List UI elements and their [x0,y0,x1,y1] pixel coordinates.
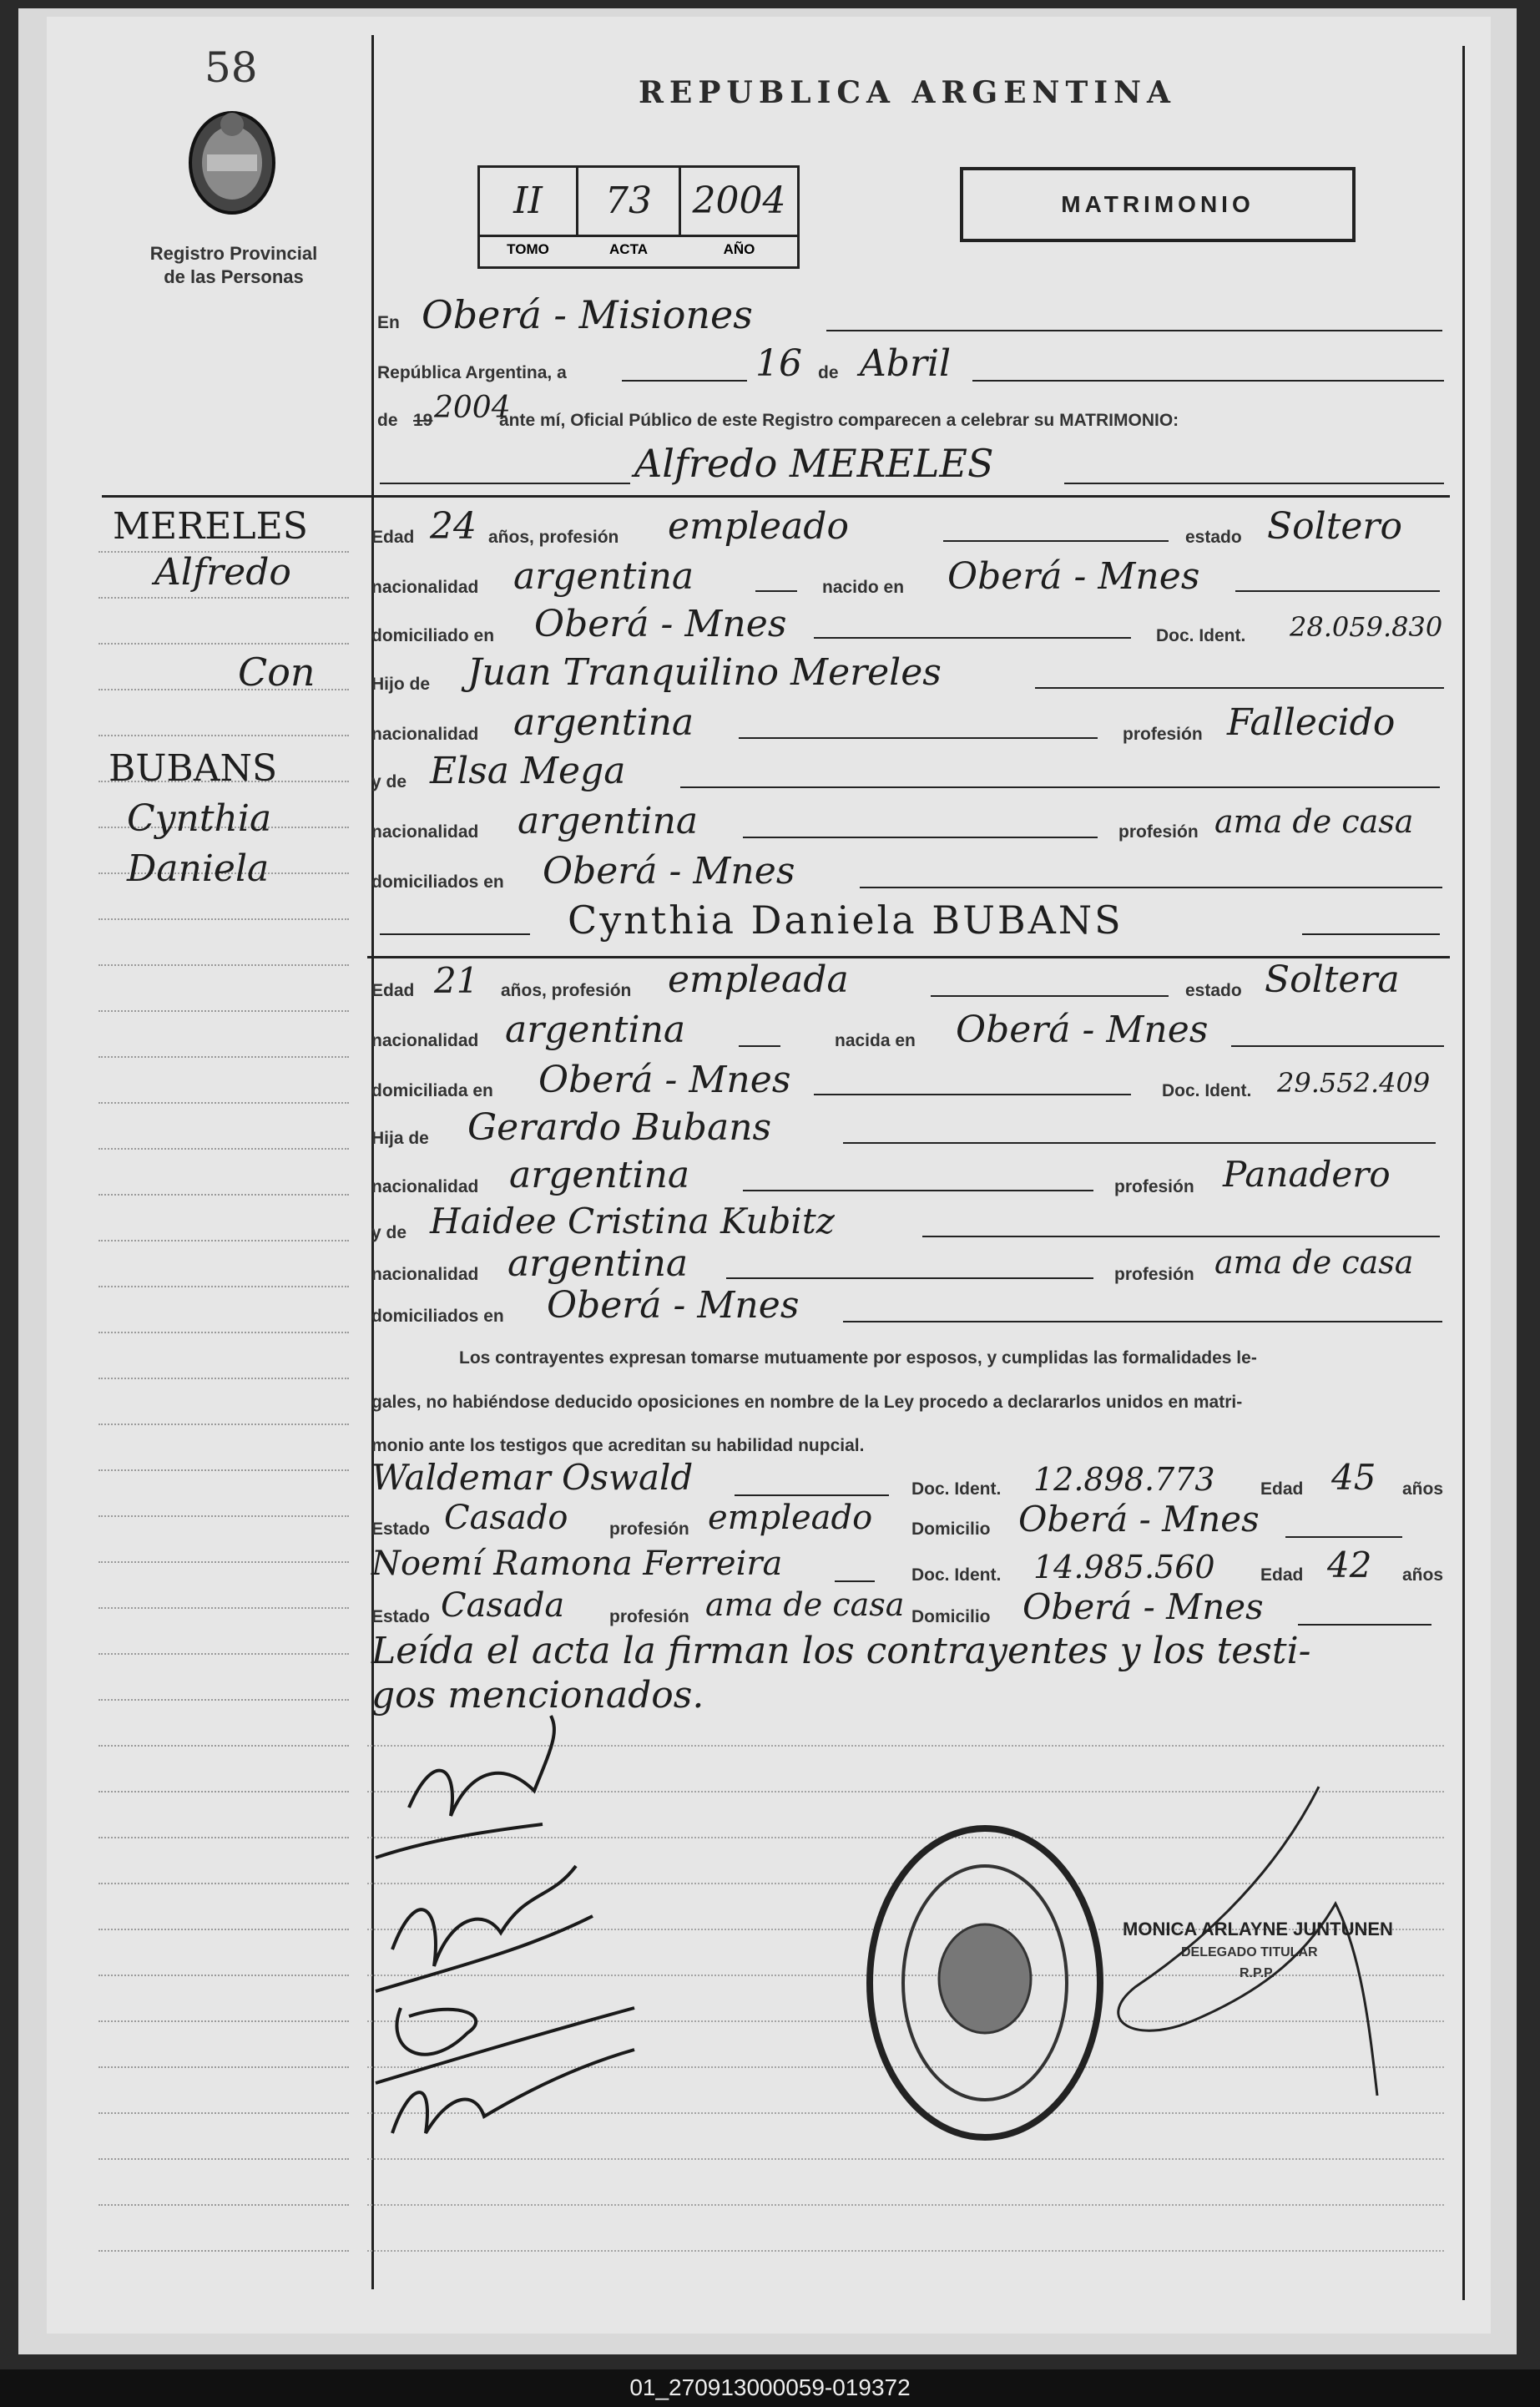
bride-mother-profession: ama de casa [1214,1244,1414,1281]
groom-doc: 28.059.830 [1290,611,1443,643]
document-type-box: MATRIMONIO [960,167,1356,242]
groom-mother-nationality: argentina [518,800,699,842]
bride-father-profession: Panadero [1223,1154,1391,1195]
groom-profession: empleado [668,505,849,548]
label-profesion-4: profesión [1114,1265,1194,1284]
year-line-text: ante mí, Oficial Público de este Registro comparecen a celebrar su MATRIMONIO: [499,411,1179,430]
signature-2 [376,1866,593,1991]
officer-signature [1085,1770,1402,2104]
label-nacionalidad-4: nacionalidad [371,1031,479,1050]
bride-nationality: argentina [505,1009,686,1051]
label-nacionalidad-2: nacionalidad [371,725,479,744]
witness1-state: Casado [444,1499,568,1537]
label-edad-w2: Edad [1260,1565,1304,1585]
right-rule [1462,46,1465,2300]
bride-father: Gerardo Bubans [467,1106,772,1149]
margin-bride-surname: BUBANS [109,747,278,790]
witness1-profession: empleado [708,1499,873,1537]
date-day: 16 [755,342,802,385]
bride-domicile: Oberá - Mnes [538,1059,791,1101]
margin-groom-surname: MERELES [113,505,308,548]
paragraph-line2: gales, no habiéndose deducido oposiciones en nombre de la Ley procedo a declararlos unidos en matri- [371,1393,1243,1412]
reference-box [477,165,800,269]
groom-age: 24 [430,505,477,548]
groom-nationality: argentina [513,555,694,598]
tomo-label: TOMO [507,241,549,257]
label-en: En [377,313,400,332]
bride-doc: 29.552.409 [1277,1067,1431,1099]
year-value: 2004 [434,391,511,425]
label-profesion-1: profesión [1123,725,1203,744]
signature-1 [376,1716,554,1858]
registry-line1: Registro Provincial [149,243,318,264]
label-nacionalidad-5: nacionalidad [371,1177,479,1196]
bride-mother: Haidee Cristina Kubitz [430,1201,835,1241]
groom-father-profession: Fallecido [1227,701,1396,744]
groom-born-in: Oberá - Mnes [947,555,1200,598]
margin-con: Con [238,650,316,695]
label-edad: Edad [371,528,415,547]
groom-father-nationality: argentina [513,701,694,744]
officer-name: MONICA ARLAYNE JUNTUNEN [1123,1919,1393,1939]
label-y-de: y de [371,772,407,791]
officer-title: DELEGADO TITULAR [1181,1945,1318,1959]
margin-bride-name2: Daniela [127,847,270,890]
label-edad-w1: Edad [1260,1479,1304,1499]
paragraph-line1: Los contrayentes expresan tomarse mutuamente por esposos, y cumplidas las formalidades le- [459,1348,1257,1368]
label-doc-ident-2: Doc. Ident. [1162,1081,1252,1100]
label-hijo-de: Hijo de [371,675,431,694]
groom-father: Juan Tranquilino Mereles [467,651,942,694]
ano-label: AÑO [723,241,755,257]
label-nacida-en: nacida en [835,1031,916,1050]
label-domiciliados-en-2: domiciliados en [371,1307,504,1326]
ano-value [681,168,797,237]
label-anos-profesion-2: años, profesión [501,981,632,1000]
witness1-age: 45 [1331,1457,1376,1498]
registry-line2: de las Personas [164,266,304,287]
page-number: 58 [204,43,258,92]
label-profesion-w2: profesión [609,1607,689,1626]
acta-value-text: 73 [605,180,652,222]
header-divider [102,495,1450,498]
label-nacionalidad-6: nacionalidad [371,1265,479,1284]
bride-parents-domicile: Oberá - Mnes [547,1284,800,1327]
label-nacionalidad-3: nacionalidad [371,822,479,842]
label-domiciliados-en: domiciliados en [371,872,504,892]
label-nacido-en: nacido en [822,578,905,597]
witness2-doc: 14.985.560 [1033,1549,1215,1585]
tomo-value [480,168,578,237]
document-title: REPUBLICA ARGENTINA [639,75,1176,110]
margin-bride-name1: Cynthia [127,797,272,840]
label-de-month: de [818,363,839,382]
groom-mother-profession: ama de casa [1214,803,1414,840]
label-estado: estado [1185,528,1242,547]
registry-name [125,242,342,289]
margin-groom-name: Alfredo [154,551,291,594]
label-hija-de: Hija de [371,1129,429,1148]
scan-footer [0,2369,1540,2407]
label-doc-ident: Doc. Ident. [1156,626,1246,645]
label-anos-w1: años [1402,1479,1444,1499]
paragraph-line3: monio ante los testigos que acreditan su habilidad nupcial. [371,1436,865,1455]
label-profesion-3: profesión [1114,1177,1194,1196]
signature-4 [392,2050,634,2133]
label-de-year: de [377,411,398,430]
label-anos-profesion: años, profesión [488,528,619,547]
groom-mother: Elsa Mega [430,750,626,792]
label-estado-w1: Estado [371,1520,431,1539]
label-doc-ident-w2: Doc. Ident. [911,1565,1002,1585]
bride-age: 21 [434,960,479,1001]
official-seal [860,1816,1110,2150]
officer-org: R.P.P. [1240,1966,1275,1980]
witness2-age: 42 [1327,1545,1372,1585]
groom-domicile: Oberá - Mnes [534,603,787,645]
label-nacionalidad: nacionalidad [371,578,479,597]
label-doc-ident-w1: Doc. Ident. [911,1479,1002,1499]
label-domicilio-w2: Domicilio [911,1607,991,1626]
label-profesion-w1: profesión [609,1520,689,1539]
label-domiciliada-en: domiciliada en [371,1081,493,1100]
year-struck: 19 [413,411,433,430]
label-domiciliado-en: domiciliado en [371,626,495,645]
footer-id: 01_270913000059-019372 [629,2374,911,2400]
signature-3 [376,2008,634,2083]
label-domicilio-w1: Domicilio [911,1520,991,1539]
groom-parents-domicile: Oberá - Mnes [543,850,795,893]
witness1-name: Waldemar Oswald [371,1457,694,1498]
bride-born-in: Oberá - Mnes [956,1009,1209,1051]
bride-mother-nationality: argentina [507,1242,689,1285]
witness2-name: Noemí Ramona Ferreira [371,1545,783,1583]
acta-value [578,168,681,237]
label-anos-w2: años [1402,1565,1444,1585]
witness2-profession: ama de casa [705,1586,905,1623]
acta-label: ACTA [609,241,648,257]
bride-father-nationality: argentina [509,1154,690,1196]
place-city: Oberá - Misiones [422,292,753,337]
label-edad-2: Edad [371,981,415,1000]
witness1-doc: 12.898.773 [1033,1461,1215,1498]
witness2-domicile: Oberá - Mnes [1022,1586,1264,1627]
groom-civil-state: Soltero [1267,505,1402,548]
bride-profession: empleada [668,958,849,1001]
signatures [359,1699,659,2167]
coat-of-arms-emblem [182,104,282,221]
date-month: Abril [860,342,952,385]
note-line2: gos mencionados. [371,1674,704,1717]
witness1-domicile: Oberá - Mnes [1018,1499,1260,1540]
tomo-value-text: II [513,180,543,222]
note-line1: Leída el acta la firman los contrayentes y los testi- [371,1630,1311,1672]
label-estado-2: estado [1185,981,1242,1000]
label-republica: República Argentina, a [377,363,567,382]
witness2-state: Casada [441,1586,565,1625]
bride-civil-state: Soltera [1265,958,1400,1001]
label-y-de-2: y de [371,1223,407,1242]
groom-full-name: Alfredo MERELES [634,441,994,486]
label-estado-w2: Estado [371,1607,431,1626]
label-profesion-2: profesión [1118,822,1199,842]
bride-full-name: Cynthia Daniela BUBANS [568,898,1123,943]
ano-value-text: 2004 [692,180,786,222]
